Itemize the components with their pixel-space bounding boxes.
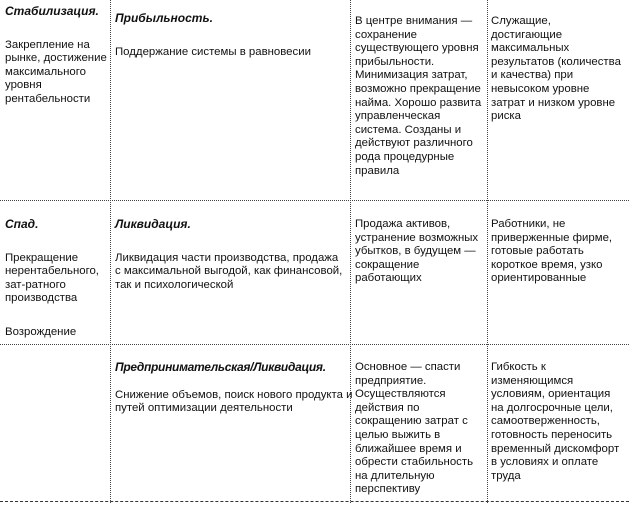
strategy-title: Предпринимательская/Ликвидация. xyxy=(115,360,326,374)
strategy-description: Поддержание системы в равновесии xyxy=(115,45,311,58)
row-divider xyxy=(0,200,629,201)
strategy-cell xyxy=(115,12,347,59)
stage-cell xyxy=(5,5,109,107)
strategy-title: Прибыльность. xyxy=(115,11,213,25)
staff-description: Гибкость к изменяющимся условиям, ориентация на долгосрочные цели, самоотверженность, готовность переносить временный дискомфорт в условиях и оплате труда xyxy=(491,361,620,482)
column-divider xyxy=(350,0,351,503)
column-divider xyxy=(110,0,111,503)
focus-cell xyxy=(355,361,486,497)
stage-title: Стабилизация. xyxy=(5,4,99,18)
focus-description: В центре внимания — сохранение существующего уровня прибыльности. Минимизация затрат, возможно прекращение найма. Хорошо развита управленческая система. Созданы и действуют различного рода процедурные правила xyxy=(355,15,482,177)
stage-extra: Возрождение xyxy=(5,325,77,338)
focus-description: Основное — спасти предприятие. Осуществляются действия по сокращению затрат с целью выжить в ближайшее время и обрести стабильность на длительную перспективу xyxy=(355,361,474,496)
stage-cell xyxy=(5,218,109,340)
staff-cell xyxy=(491,361,625,483)
focus-cell xyxy=(355,218,486,286)
column-divider xyxy=(487,0,488,503)
table-bottom-border xyxy=(0,501,629,502)
staff-description: Служащие, достигающие максимальных результатов (количества и качества) при невысоком уровне затрат и низком уровне риска xyxy=(491,15,621,123)
staff-cell xyxy=(491,15,625,124)
focus-cell xyxy=(355,15,486,178)
strategy-cell xyxy=(115,218,347,292)
strategy-title: Ликвидация. xyxy=(115,217,191,231)
focus-description: Продажа активов, устранение возможных убытков, в будущем — сокращение работающих xyxy=(355,218,479,285)
staff-cell xyxy=(491,218,625,286)
stage-title: Спад. xyxy=(5,217,39,231)
staff-description: Работники, не приверженные фирме, готовые работать короткое время, узко ориентированные xyxy=(491,218,613,285)
strategy-cell xyxy=(115,361,353,416)
stage-description: Закрепление на рынке, достижение максимального уровня рентабельности xyxy=(5,38,107,105)
strategy-description: Ликвидация части производства, продажа с максимальной выгодой, как финансовой, так и психологической xyxy=(115,251,343,291)
stage-description: Прекращение нерентабельного, зат-ратного производства xyxy=(5,251,99,305)
row-divider xyxy=(0,344,629,345)
strategy-description: Снижение объемов, поиск нового продукта и путей оптимизации деятельности xyxy=(115,388,353,415)
